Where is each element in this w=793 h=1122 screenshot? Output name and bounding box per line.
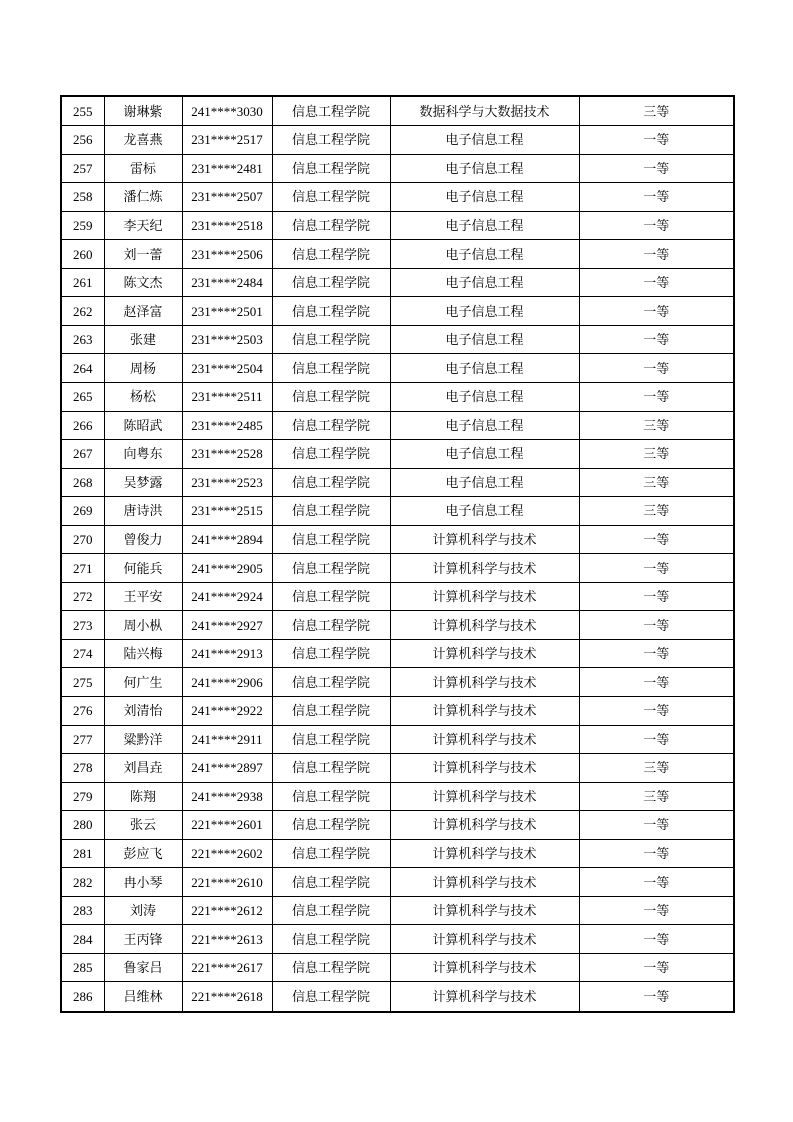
cell-index: 272 <box>61 582 104 611</box>
cell-index: 275 <box>61 668 104 697</box>
table-row <box>61 925 734 954</box>
table-row <box>61 411 734 440</box>
cell-index: 256 <box>61 126 104 155</box>
cell-college: 信息工程学院 <box>272 982 390 1012</box>
cell-award: 一等 <box>579 811 734 840</box>
table-row <box>61 697 734 726</box>
cell-name: 刘涛 <box>104 896 182 925</box>
cell-name: 赵泽富 <box>104 297 182 326</box>
table-row <box>61 497 734 526</box>
cell-name: 李天纪 <box>104 211 182 240</box>
cell-index: 266 <box>61 411 104 440</box>
cell-student-id: 231****2515 <box>182 497 272 526</box>
cell-college: 信息工程学院 <box>272 126 390 155</box>
cell-award: 一等 <box>579 126 734 155</box>
table-row <box>61 268 734 297</box>
cell-award: 一等 <box>579 668 734 697</box>
cell-college: 信息工程学院 <box>272 154 390 183</box>
table-row <box>61 154 734 183</box>
table-row <box>61 754 734 783</box>
cell-index: 259 <box>61 211 104 240</box>
cell-name: 杨松 <box>104 383 182 412</box>
cell-student-id: 241****2924 <box>182 582 272 611</box>
cell-college: 信息工程学院 <box>272 554 390 583</box>
cell-college: 信息工程学院 <box>272 839 390 868</box>
awards-table <box>60 95 735 1013</box>
cell-college: 信息工程学院 <box>272 383 390 412</box>
cell-index: 255 <box>61 96 104 126</box>
cell-award: 三等 <box>579 782 734 811</box>
cell-college: 信息工程学院 <box>272 497 390 526</box>
cell-index: 267 <box>61 440 104 469</box>
cell-major: 计算机科学与技术 <box>390 697 579 726</box>
cell-award: 一等 <box>579 554 734 583</box>
cell-college: 信息工程学院 <box>272 411 390 440</box>
cell-award: 一等 <box>579 725 734 754</box>
table-row <box>61 183 734 212</box>
cell-index: 258 <box>61 183 104 212</box>
cell-name: 王丙锋 <box>104 925 182 954</box>
cell-index: 268 <box>61 468 104 497</box>
cell-award: 三等 <box>579 411 734 440</box>
cell-student-id: 231****2503 <box>182 325 272 354</box>
cell-index: 282 <box>61 868 104 897</box>
cell-major: 电子信息工程 <box>390 411 579 440</box>
cell-name: 陈翔 <box>104 782 182 811</box>
cell-index: 279 <box>61 782 104 811</box>
cell-index: 284 <box>61 925 104 954</box>
table-row <box>61 896 734 925</box>
cell-major: 计算机科学与技术 <box>390 782 579 811</box>
cell-index: 280 <box>61 811 104 840</box>
cell-major: 计算机科学与技术 <box>390 611 579 640</box>
cell-index: 278 <box>61 754 104 783</box>
cell-major: 电子信息工程 <box>390 211 579 240</box>
cell-college: 信息工程学院 <box>272 925 390 954</box>
cell-award: 一等 <box>579 697 734 726</box>
cell-award: 一等 <box>579 354 734 383</box>
table-row <box>61 611 734 640</box>
table-row <box>61 240 734 269</box>
cell-name: 吴梦露 <box>104 468 182 497</box>
cell-major: 计算机科学与技术 <box>390 525 579 554</box>
cell-award: 一等 <box>579 953 734 982</box>
cell-index: 276 <box>61 697 104 726</box>
cell-college: 信息工程学院 <box>272 582 390 611</box>
cell-major: 计算机科学与技术 <box>390 953 579 982</box>
cell-index: 283 <box>61 896 104 925</box>
cell-major: 电子信息工程 <box>390 126 579 155</box>
cell-award: 一等 <box>579 982 734 1012</box>
cell-college: 信息工程学院 <box>272 354 390 383</box>
cell-major: 计算机科学与技术 <box>390 982 579 1012</box>
cell-major: 电子信息工程 <box>390 240 579 269</box>
cell-award: 三等 <box>579 96 734 126</box>
cell-major: 电子信息工程 <box>390 468 579 497</box>
cell-name: 唐诗洪 <box>104 497 182 526</box>
cell-name: 何广生 <box>104 668 182 697</box>
cell-college: 信息工程学院 <box>272 953 390 982</box>
table-row <box>61 639 734 668</box>
cell-student-id: 231****2518 <box>182 211 272 240</box>
cell-name: 曾俊力 <box>104 525 182 554</box>
cell-college: 信息工程学院 <box>272 868 390 897</box>
cell-index: 277 <box>61 725 104 754</box>
cell-index: 261 <box>61 268 104 297</box>
cell-name: 张云 <box>104 811 182 840</box>
cell-name: 谢琳紫 <box>104 96 182 126</box>
cell-college: 信息工程学院 <box>272 96 390 126</box>
cell-name: 刘清怡 <box>104 697 182 726</box>
cell-college: 信息工程学院 <box>272 697 390 726</box>
cell-student-id: 231****2485 <box>182 411 272 440</box>
cell-major: 计算机科学与技术 <box>390 754 579 783</box>
cell-major: 计算机科学与技术 <box>390 839 579 868</box>
cell-student-id: 221****2613 <box>182 925 272 954</box>
cell-student-id: 241****2906 <box>182 668 272 697</box>
table-row <box>61 868 734 897</box>
cell-college: 信息工程学院 <box>272 297 390 326</box>
cell-college: 信息工程学院 <box>272 896 390 925</box>
cell-award: 三等 <box>579 754 734 783</box>
cell-major: 计算机科学与技术 <box>390 811 579 840</box>
cell-award: 一等 <box>579 896 734 925</box>
cell-index: 270 <box>61 525 104 554</box>
cell-college: 信息工程学院 <box>272 782 390 811</box>
cell-student-id: 221****2610 <box>182 868 272 897</box>
cell-major: 电子信息工程 <box>390 183 579 212</box>
cell-college: 信息工程学院 <box>272 754 390 783</box>
cell-student-id: 231****2507 <box>182 183 272 212</box>
cell-student-id: 241****2913 <box>182 639 272 668</box>
cell-award: 一等 <box>579 154 734 183</box>
cell-college: 信息工程学院 <box>272 811 390 840</box>
cell-student-id: 231****2504 <box>182 354 272 383</box>
cell-index: 262 <box>61 297 104 326</box>
cell-name: 龙喜燕 <box>104 126 182 155</box>
cell-major: 计算机科学与技术 <box>390 554 579 583</box>
cell-student-id: 221****2612 <box>182 896 272 925</box>
cell-name: 周小枞 <box>104 611 182 640</box>
cell-major: 电子信息工程 <box>390 297 579 326</box>
table-row <box>61 297 734 326</box>
cell-name: 吕维林 <box>104 982 182 1012</box>
cell-award: 一等 <box>579 268 734 297</box>
cell-name: 向粤东 <box>104 440 182 469</box>
table-row <box>61 211 734 240</box>
cell-name: 粱黔洋 <box>104 725 182 754</box>
table-row <box>61 725 734 754</box>
cell-award: 一等 <box>579 525 734 554</box>
cell-name: 彭应飞 <box>104 839 182 868</box>
cell-student-id: 231****2511 <box>182 383 272 412</box>
cell-award: 一等 <box>579 868 734 897</box>
cell-college: 信息工程学院 <box>272 183 390 212</box>
cell-major: 电子信息工程 <box>390 440 579 469</box>
table-row <box>61 554 734 583</box>
cell-major: 计算机科学与技术 <box>390 725 579 754</box>
cell-name: 鲁家吕 <box>104 953 182 982</box>
cell-major: 计算机科学与技术 <box>390 868 579 897</box>
cell-student-id: 221****2601 <box>182 811 272 840</box>
cell-college: 信息工程学院 <box>272 325 390 354</box>
cell-student-id: 231****2528 <box>182 440 272 469</box>
cell-major: 计算机科学与技术 <box>390 582 579 611</box>
cell-major: 电子信息工程 <box>390 383 579 412</box>
cell-major: 电子信息工程 <box>390 497 579 526</box>
table-row <box>61 440 734 469</box>
table-row <box>61 839 734 868</box>
cell-index: 274 <box>61 639 104 668</box>
cell-name: 刘一蕾 <box>104 240 182 269</box>
cell-major: 电子信息工程 <box>390 154 579 183</box>
cell-student-id: 231****2484 <box>182 268 272 297</box>
table-row <box>61 582 734 611</box>
cell-major: 计算机科学与技术 <box>390 639 579 668</box>
cell-major: 电子信息工程 <box>390 354 579 383</box>
cell-college: 信息工程学院 <box>272 440 390 469</box>
cell-award: 一等 <box>579 582 734 611</box>
cell-name: 周杨 <box>104 354 182 383</box>
cell-student-id: 231****2517 <box>182 126 272 155</box>
cell-student-id: 221****2602 <box>182 839 272 868</box>
table-row <box>61 96 734 126</box>
cell-college: 信息工程学院 <box>272 211 390 240</box>
cell-college: 信息工程学院 <box>272 468 390 497</box>
cell-award: 一等 <box>579 611 734 640</box>
cell-index: 263 <box>61 325 104 354</box>
cell-award: 一等 <box>579 297 734 326</box>
cell-college: 信息工程学院 <box>272 525 390 554</box>
cell-student-id: 231****2506 <box>182 240 272 269</box>
cell-award: 一等 <box>579 383 734 412</box>
cell-name: 陈文杰 <box>104 268 182 297</box>
table-row <box>61 982 734 1012</box>
table-row <box>61 811 734 840</box>
cell-college: 信息工程学院 <box>272 639 390 668</box>
cell-major: 电子信息工程 <box>390 325 579 354</box>
cell-award: 三等 <box>579 440 734 469</box>
cell-name: 雷标 <box>104 154 182 183</box>
cell-award: 一等 <box>579 639 734 668</box>
cell-major: 电子信息工程 <box>390 268 579 297</box>
cell-index: 285 <box>61 953 104 982</box>
cell-index: 264 <box>61 354 104 383</box>
cell-name: 陈昭武 <box>104 411 182 440</box>
table-row <box>61 325 734 354</box>
cell-index: 273 <box>61 611 104 640</box>
cell-name: 陆兴梅 <box>104 639 182 668</box>
cell-award: 三等 <box>579 497 734 526</box>
cell-student-id: 231****2501 <box>182 297 272 326</box>
cell-award: 一等 <box>579 925 734 954</box>
cell-major: 计算机科学与技术 <box>390 668 579 697</box>
cell-name: 张建 <box>104 325 182 354</box>
table-row <box>61 468 734 497</box>
table-row <box>61 354 734 383</box>
table-row <box>61 668 734 697</box>
cell-award: 三等 <box>579 468 734 497</box>
cell-major: 计算机科学与技术 <box>390 925 579 954</box>
table-row <box>61 525 734 554</box>
cell-award: 一等 <box>579 211 734 240</box>
cell-student-id: 221****2618 <box>182 982 272 1012</box>
cell-college: 信息工程学院 <box>272 268 390 297</box>
cell-college: 信息工程学院 <box>272 611 390 640</box>
cell-student-id: 241****2927 <box>182 611 272 640</box>
cell-student-id: 241****2922 <box>182 697 272 726</box>
cell-award: 一等 <box>579 183 734 212</box>
cell-name: 潘仁炼 <box>104 183 182 212</box>
cell-index: 281 <box>61 839 104 868</box>
cell-major: 计算机科学与技术 <box>390 896 579 925</box>
cell-student-id: 231****2481 <box>182 154 272 183</box>
cell-student-id: 241****2905 <box>182 554 272 583</box>
cell-index: 260 <box>61 240 104 269</box>
cell-index: 286 <box>61 982 104 1012</box>
table-row <box>61 953 734 982</box>
cell-name: 刘昌垚 <box>104 754 182 783</box>
cell-major: 数据科学与大数据技术 <box>390 96 579 126</box>
cell-student-id: 241****2938 <box>182 782 272 811</box>
table-row <box>61 782 734 811</box>
cell-college: 信息工程学院 <box>272 668 390 697</box>
cell-index: 265 <box>61 383 104 412</box>
cell-student-id: 241****2894 <box>182 525 272 554</box>
cell-index: 269 <box>61 497 104 526</box>
cell-award: 一等 <box>579 839 734 868</box>
cell-student-id: 241****2911 <box>182 725 272 754</box>
cell-student-id: 241****2897 <box>182 754 272 783</box>
cell-student-id: 231****2523 <box>182 468 272 497</box>
table-row <box>61 383 734 412</box>
cell-name: 王平安 <box>104 582 182 611</box>
cell-college: 信息工程学院 <box>272 725 390 754</box>
cell-name: 何能兵 <box>104 554 182 583</box>
cell-award: 一等 <box>579 325 734 354</box>
cell-index: 271 <box>61 554 104 583</box>
table-row <box>61 126 734 155</box>
table-body <box>61 96 734 1012</box>
cell-name: 冉小琴 <box>104 868 182 897</box>
cell-index: 257 <box>61 154 104 183</box>
cell-award: 一等 <box>579 240 734 269</box>
cell-college: 信息工程学院 <box>272 240 390 269</box>
cell-student-id: 221****2617 <box>182 953 272 982</box>
cell-student-id: 241****3030 <box>182 96 272 126</box>
